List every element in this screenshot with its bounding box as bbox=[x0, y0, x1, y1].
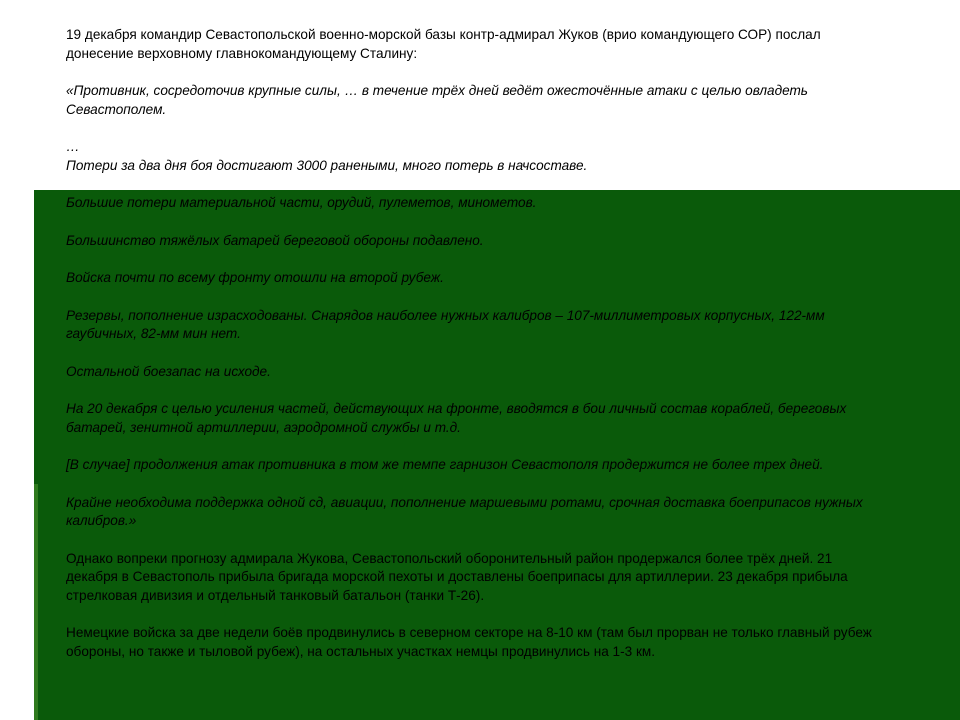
intro-paragraph: 19 декабря командир Севастопольской военно-морской базы контр-адмирал Жуков (врио командующего СОР) послал донесение верховному главнокомандующему Сталину: bbox=[66, 27, 821, 61]
quote-line-7: Резервы, пополнение израсходованы. Снарядов наиболее нужных калибров – 107-миллиметровых корпусных, 122-мм гаубичных, 82-мм мин нет. bbox=[66, 307, 825, 341]
quote-line-6: Войска почти по всему фронту отошли на второй рубеж. bbox=[66, 270, 444, 285]
quote-line-4: Большие потери материальной части, орудий, пулеметов, минометов. bbox=[66, 195, 537, 210]
quote-line-9: На 20 декабря с целью усиления частей, действующих на фронте, вводятся в бои личный состав кораблей, береговых батарей, зенитной артиллерии, аэродромной службы и т.д. bbox=[66, 401, 847, 435]
paragraph-2: Немецкие войска за две недели боёв продвинулись в северном секторе на 8-10 км (там был прорван не только главный рубеж обороны, но также и тыловой рубеж), на остальных участках немцы продвинулись на 1-3 км. bbox=[66, 625, 872, 659]
quote-line-11: Крайне необходима поддержка одной сд, авиации, пополнение маршевыми ротами, срочная доставка боеприпасов нужных калибров.» bbox=[66, 494, 863, 528]
green-accent-strip bbox=[34, 484, 38, 720]
slide-text bbox=[66, 26, 886, 680]
quote-line-1: «Противник, сосредоточив крупные силы, … в течение трёх дней ведёт ожесточённые атаки с целью овладеть Севастополем. bbox=[66, 83, 808, 117]
quote-line-10: [В случае] продолжения атак противника в том же темпе гарнизон Севастополя продержится не более трех дней. bbox=[66, 457, 824, 472]
quote-line-8: Остальной боезапас на исходе. bbox=[66, 363, 271, 379]
quote-line-3: Потери за два дня боя достигают 3000 ранеными, много потерь в начсоставе. bbox=[66, 157, 588, 173]
quote-line-2: … bbox=[66, 139, 80, 154]
paragraph-1: Однако вопреки прогнозу адмирала Жукова, Севастопольский оборонительный район продержался более трёх дней. 21 декабря в Севастополь прибыла бригада морской пехоты и доставлены боеприпасы для артиллерии. 23 декабря прибыла стрелковая дивизия и отдельный танковый батальон (танки Т-26). bbox=[66, 550, 848, 603]
quote-line-5: Большинство тяжёлых батарей береговой обороны подавлено. bbox=[66, 232, 484, 248]
